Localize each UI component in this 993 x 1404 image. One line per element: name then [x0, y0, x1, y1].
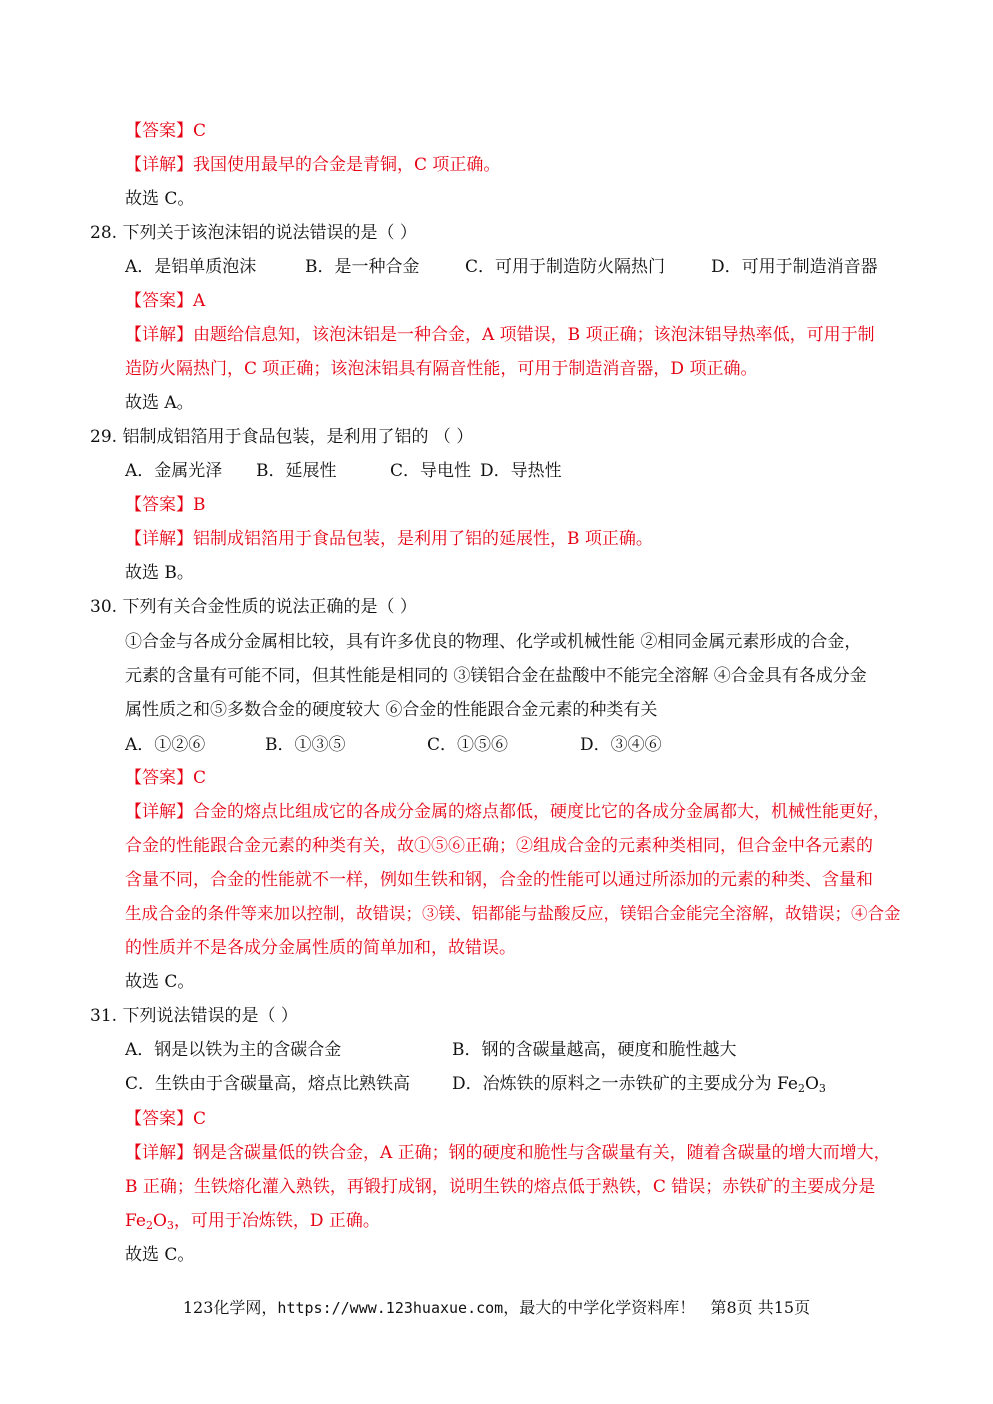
q31-stem: 下列说法错误的是（ ）: [122, 1006, 298, 1026]
page-footer: [0, 1293, 993, 1323]
q28-stem: 下列关于该泡沫铝的说法错误的是（ ）: [122, 223, 417, 243]
q28-answer: A: [193, 291, 206, 311]
q29-stem: 铝制成铝箔用于食品包装，是利用了铝的 （ ）: [122, 427, 474, 447]
q29-option-a: A．金属光泽: [125, 461, 223, 481]
q30-detail-2: 合金的性能跟合金元素的种类有关，故①⑤⑥正确；②组成合金的元素种类相同，但合金中各元素的: [125, 836, 873, 856]
q30-statements-1: ①合金与各成分金属相比较，具有许多优良的物理、化学或机械性能 ②相同金属元素形成的合金，: [125, 632, 862, 652]
q28-option-c: C．可用于制造防火隔热门: [465, 257, 666, 277]
q31-answer-line: [125, 1104, 206, 1134]
answer-label: 【答案】: [125, 495, 193, 515]
q28-option-d: D．可用于制造消音器: [711, 257, 878, 277]
q28-conclusion: 故选 A。: [125, 393, 194, 413]
q31-options-row-2: [125, 1069, 905, 1099]
q28-number: 28.: [90, 223, 118, 243]
q27-answer-line: [125, 116, 206, 146]
q30-answer: C: [193, 768, 207, 788]
q30-number: 30.: [90, 597, 118, 617]
q31-detail-2: B 正确；生铁熔化灌入熟铁，再锻打成钢，说明生铁的熔点低于熟铁，C 错误；赤铁矿的主要成分是: [125, 1177, 876, 1197]
q31-option-d: [452, 1069, 826, 1099]
q31-options-row-1: [125, 1035, 905, 1065]
q28-detail-1: 由题给信息知，该泡沫铝是一种合金，A 项错误，B 项正确；该泡沫铝导热率低，可用于制: [193, 325, 875, 345]
q29-option-b: B．延展性: [256, 461, 337, 481]
q30-option-c: C．①⑤⑥: [427, 735, 509, 755]
q29-number: 29.: [90, 427, 118, 447]
q31-detail-line-1: [125, 1138, 891, 1168]
q30-statements-3: 属性质之和⑤多数合金的硬度较大 ⑥合金的性能跟合金元素的种类有关: [125, 700, 658, 720]
q30-conclusion: 故选 C。: [125, 972, 195, 992]
q31-detail-3-tail: ，可用于冶炼铁，D 正确。: [173, 1211, 380, 1231]
q29-stem-line: [90, 422, 473, 452]
answer-label: 【答案】: [125, 121, 193, 141]
q30-stem: 下列有关合金性质的说法正确的是（ ）: [122, 597, 417, 617]
q31-answer: C: [193, 1109, 207, 1129]
q29-options: [125, 456, 625, 486]
q29-answer-line: [125, 490, 206, 520]
q28-answer-line: [125, 286, 205, 316]
q31-detail-3: [125, 1206, 380, 1236]
q31-detail-1: 钢是含碳量低的铁合金，A 正确；钢的硬度和脆性与含碳量有关，随着含碳量的增大而增大，: [193, 1143, 891, 1163]
detail-label: 【详解】: [125, 529, 193, 549]
q28-stem-line: [90, 218, 417, 248]
q27-answer: C: [193, 121, 207, 141]
q30-option-d: D．③④⑥: [580, 735, 662, 755]
q28-detail-2: 造防火隔热门，C 项正确；该泡沫铝具有隔音性能，可用于制造消音器，D 项正确。: [125, 359, 758, 379]
q30-detail-3: 含量不同，合金的性能就不一样，例如生铁和钢，合金的性能可以通过所添加的元素的种类、含量和: [125, 870, 873, 890]
answer-label: 【答案】: [125, 768, 193, 788]
q28-option-b: B．是一种合金: [305, 257, 420, 277]
q31-option-c: C．生铁由于含碳量高，熔点比熟铁高: [125, 1074, 411, 1094]
q29-detail: 铝制成铝箔用于食品包装，是利用了铝的延展性，B 项正确。: [193, 529, 653, 549]
q27-detail-line: [125, 150, 500, 180]
q29-option-d: D．导热性: [480, 461, 562, 481]
q30-options: [125, 730, 725, 760]
q30-option-a: A．①②⑥: [125, 735, 206, 755]
q30-option-b: B．①③⑤: [265, 735, 346, 755]
q30-detail-5: 的性质并不是各成分金属性质的简单加和，故错误。: [125, 938, 516, 958]
q31-conclusion: 故选 C。: [125, 1245, 195, 1265]
footer-url-link[interactable]: https://www.123huaxue.com: [277, 1299, 504, 1317]
answer-label: 【答案】: [125, 291, 193, 311]
q30-answer-line: [125, 763, 206, 793]
detail-label: 【详解】: [125, 802, 193, 822]
q27-conclusion: 故选 C。: [125, 189, 195, 209]
q30-detail-4: 生成合金的条件等来加以控制，故错误；③镁、铝都能与盐酸反应，镁铝合金能完全溶解，故错误；④合金: [125, 904, 901, 923]
q30-detail-line-1: [125, 797, 890, 827]
page-number: 第8页 共15页: [710, 1298, 811, 1317]
q31-stem-line: [90, 1001, 298, 1031]
fe2o3-formula: $Fe_2O_3$: [125, 1211, 174, 1232]
q28-option-a: A．是铝单质泡沫: [125, 257, 257, 277]
detail-label: 【详解】: [125, 1143, 193, 1163]
q30-stem-line: [90, 592, 417, 622]
footer-slogan: ，最大的中学化学资料库！: [503, 1298, 696, 1317]
q29-answer: B: [193, 495, 206, 515]
q29-option-c: C．导电性: [390, 461, 472, 481]
q27-detail: 我国使用最早的合金是青铜，C 项正确。: [193, 155, 501, 175]
q30-statements-2: 元素的含量有可能不同，但其性能是相同的 ③镁铝合金在盐酸中不能完全溶解 ④合金具有各成分金: [125, 666, 867, 686]
footer-site: 123化学网，: [182, 1298, 278, 1317]
q28-options: [125, 252, 925, 282]
q29-conclusion: 故选 B。: [125, 563, 194, 583]
answer-label: 【答案】: [125, 1109, 193, 1129]
detail-label: 【详解】: [125, 325, 193, 345]
fe2o3-formula: $Fe_2O_3$: [777, 1074, 826, 1095]
q31-option-a: A．钢是以铁为主的含碳合金: [125, 1040, 342, 1060]
q28-detail-line-1: [125, 320, 875, 350]
detail-label: 【详解】: [125, 155, 193, 175]
q31-option-d-text: D．冶炼铁的原料之一赤铁矿的主要成分为: [452, 1074, 778, 1094]
q29-detail-line: [125, 524, 653, 554]
q31-number: 31.: [90, 1006, 118, 1026]
q30-detail-1: 合金的熔点比组成它的各成分金属的熔点都低，硬度比它的各成分金属都大，机械性能更好，: [193, 802, 890, 822]
q31-option-b: B．钢的含碳量越高，硬度和脆性越大: [452, 1040, 737, 1060]
